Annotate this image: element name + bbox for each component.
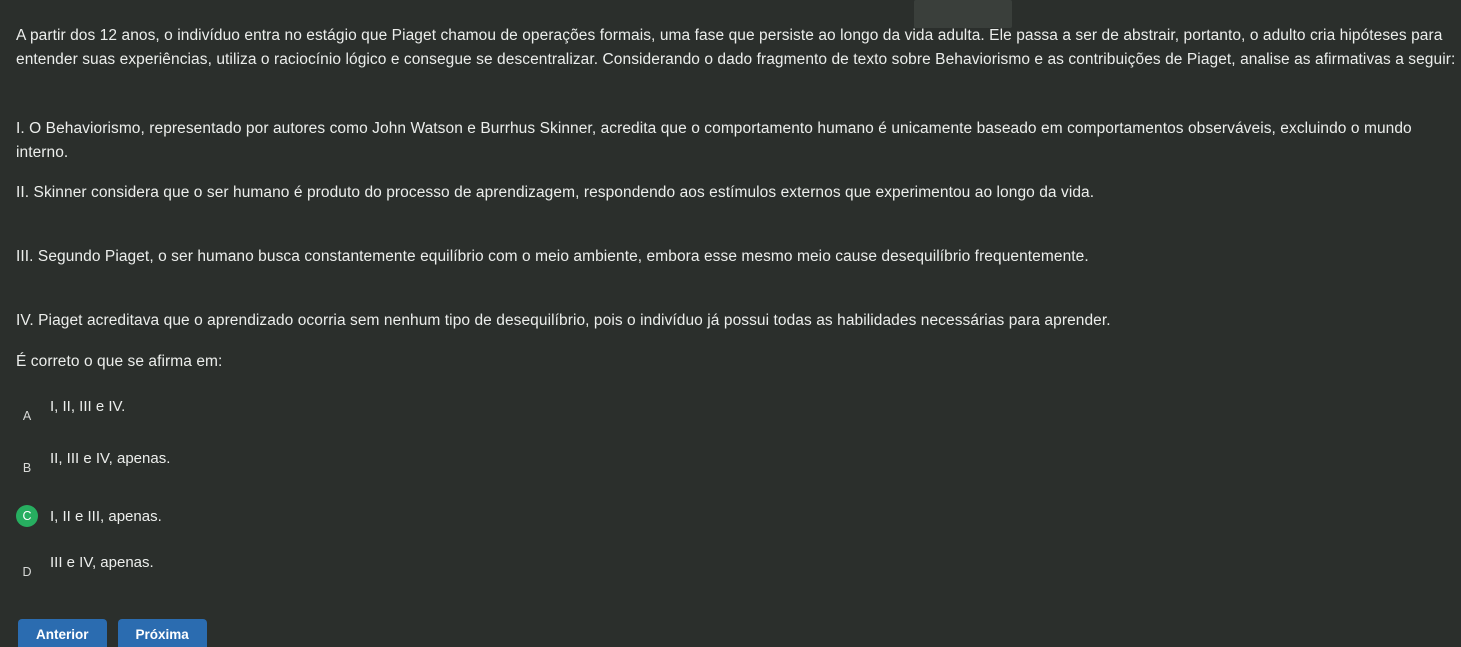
question-intro-text: A partir dos 12 anos, o indivíduo entra no estágio que Piaget chamou de operações formais, uma fase que persiste ao longo da vida adulta. Ele passa a ser de abstrair, portanto, o adulto cria hipóteses para entender suas experiências, utiliza o raciocínio lógico e consegue se descentralizar. Considerando o dado fragmento de texto sobre Behaviorismo e as contribuições de Piaget, analise as afirmativas a seguir: [16,27,1456,68]
option-d[interactable] [0,542,1445,594]
question-prompt: É correto o que se afirma em: [16,353,223,370]
option-b-letter[interactable]: B [22,461,32,475]
option-a[interactable] [0,386,1445,438]
option-c-label: I, II e III, apenas. [50,507,162,525]
option-d-label: III e IV, apenas. [50,553,154,571]
option-a-letter[interactable]: A [22,409,32,423]
next-button[interactable]: Próxima [118,619,207,647]
answer-options-list [0,386,1445,594]
navigation-buttons [18,619,207,647]
option-b-label: II, III e IV, apenas. [50,449,171,467]
statement-3: III. Segundo Piaget, o ser humano busca constantemente equilíbrio com o meio ambiente, embora esse mesmo meio cause desequilíbrio frequentemente. [16,248,1089,265]
option-c[interactable] [0,490,1445,542]
option-b[interactable] [0,438,1445,490]
previous-button[interactable]: Anterior [18,619,107,647]
statement-4: IV. Piaget acreditava que o aprendizado ocorria sem nenhum tipo de desequilíbrio, pois o indivíduo já possui todas as habilidades necessárias para aprender. [16,312,1111,329]
option-a-label: I, II, III e IV. [50,397,126,415]
statement-1: I. O Behaviorismo, representado por autores como John Watson e Burrhus Skinner, acredita que o comportamento humano é unicamente baseado em comportamentos observáveis, excluindo o mundo interno. [16,120,1412,161]
option-c-letter[interactable]: C [16,505,38,527]
option-d-letter[interactable]: D [22,565,32,579]
statement-2: II. Skinner considera que o ser humano é produto do processo de aprendizagem, respondendo aos estímulos externos que experimentou ao longo da vida. [16,184,1095,201]
